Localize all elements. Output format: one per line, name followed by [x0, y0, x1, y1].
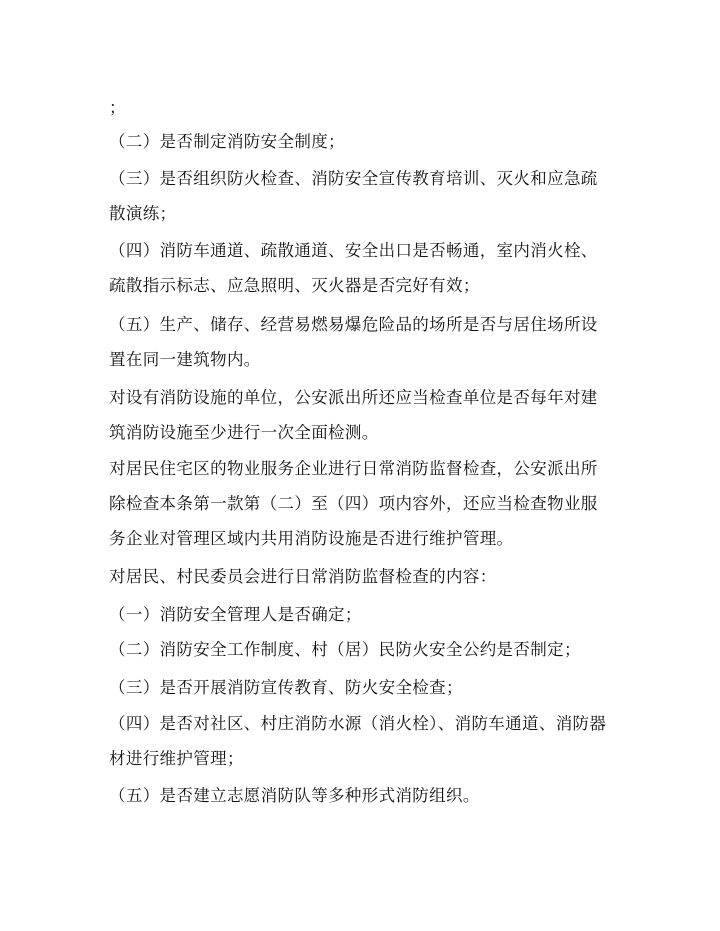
paragraph-8: 对居民、村民委员会进行日常消防监督检查的内容：: [109, 567, 497, 586]
paragraph-7: 对居民住宅区的物业服务企业进行日常消防监督检查，公安派出所除检查本条第一款第（二）至（四）项内容外，还应当检查物业服务企业对管理区域内共用消防设施是否进行维护管理。: [109, 459, 598, 548]
paragraph-10: （二）消防安全工作制度、村（居）民防火安全公约是否制定；: [109, 640, 581, 659]
paragraph-5: （五）生产、储存、经营易燃易爆危险品的场所是否与居住场所设置在同一建筑物内。: [109, 315, 598, 369]
paragraph-9: （一）消防安全管理人是否确定；: [109, 605, 362, 624]
paragraph-2: （二）是否制定消防安全制度；: [109, 132, 345, 151]
paragraph-11: （三）是否开展消防宣传教育、防火安全检查；: [109, 678, 463, 697]
paragraph-13: （五）是否建立志愿消防队等多种形式消防组织。: [109, 786, 480, 805]
paragraph-3: （三）是否组织防火检查、消防安全宣传教育培训、灭火和应急疏散演练；: [109, 169, 598, 223]
paragraph-1: ；: [109, 98, 126, 117]
paragraph-4: （四）消防车通道、疏散通道、安全出口是否畅通，室内消火栓、疏散指示标志、应急照明、灭火器是否完好有效；: [109, 241, 598, 295]
paragraph-12: （四）是否对社区、村庄消防水源（消火栓）、消防车通道、消防器材进行维护管理；: [109, 714, 607, 768]
paragraph-6: 对设有消防设施的单位，公安派出所还应当检查单位是否每年对建筑消防设施至少进行一次全面检测。: [109, 388, 598, 442]
